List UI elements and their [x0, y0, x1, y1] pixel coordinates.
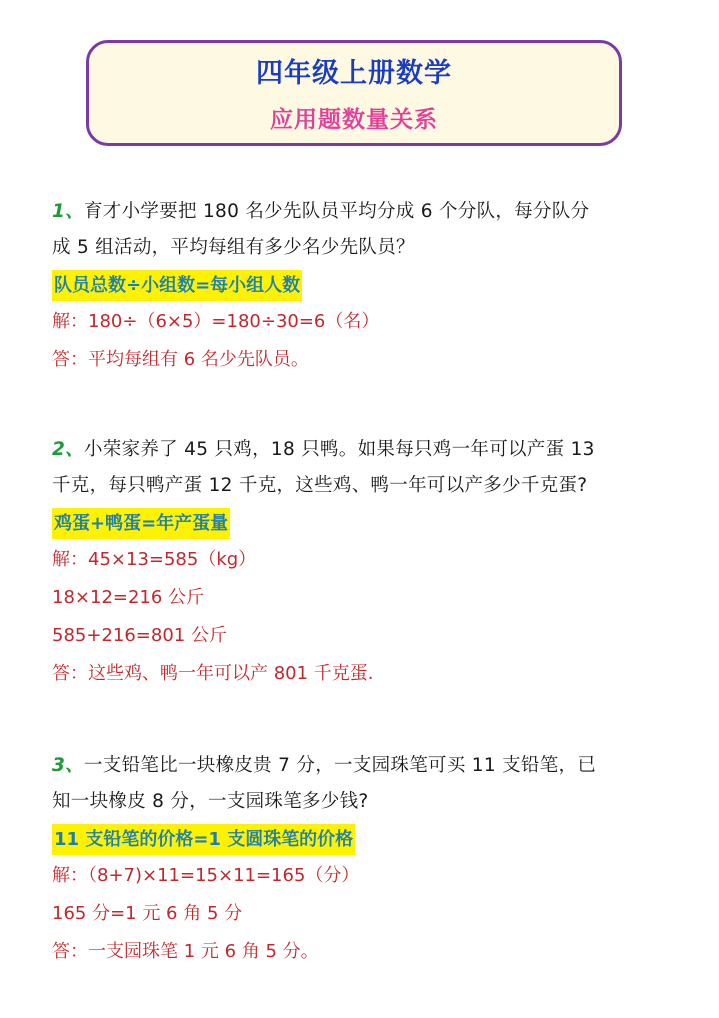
- page-subtitle: 应用题数量关系: [270, 107, 438, 133]
- problem-1: [52, 194, 672, 379]
- page-title: 四年级上册数学: [256, 58, 452, 89]
- answer-line: 答：这些鸡、鸭一年可以产 801 千克蛋.: [52, 663, 374, 684]
- title-box: [86, 40, 622, 146]
- solution-line: 解：（8+7)×11=15×11=165（分）: [52, 865, 360, 886]
- problem-number: 3、: [52, 755, 84, 776]
- question-line: 千克，每只鸭产蛋 12 千克，这些鸡、鸭一年可以产多少千克蛋?: [52, 475, 588, 496]
- question-line: 3、一支铅笔比一块橡皮贵 7 分，一支园珠笔可买 11 支铅笔，已: [52, 755, 597, 776]
- problem-number: 1、: [52, 201, 84, 222]
- solution-line: 585+216=801 公斤: [52, 625, 227, 646]
- answer-line: 答：一支园珠笔 1 元 6 角 5 分。: [52, 941, 319, 962]
- question-line: 知一块橡皮 8 分，一支园珠笔多少钱?: [52, 791, 369, 812]
- question-line: 2、小荣家养了 45 只鸡，18 只鸭。如果每只鸡一年可以产蛋 13: [52, 439, 595, 460]
- problem-number: 2、: [52, 439, 84, 460]
- question-line: 1、育才小学要把 180 名少先队员平均分成 6 个分队，每分队分: [52, 201, 590, 222]
- quantity-relation: 11 支铅笔的价格=1 支圆珠笔的价格: [52, 824, 355, 855]
- solution-line: 165 分=1 元 6 角 5 分: [52, 903, 243, 924]
- quantity-relation: 鸡蛋+鸭蛋=年产蛋量: [52, 508, 230, 539]
- problem-3: [52, 748, 672, 971]
- answer-line: 答：平均每组有 6 名少先队员。: [52, 349, 309, 370]
- question-line: 成 5 组活动，平均每组有多少名少先队员？: [52, 237, 415, 258]
- solution-line: 解：180÷（6×5）=180÷30=6（名）: [52, 311, 380, 332]
- problem-2: [52, 432, 672, 693]
- solution-line: 解：45×13=585（kg）: [52, 549, 257, 570]
- solution-line: 18×12=216 公斤: [52, 587, 205, 608]
- quantity-relation: 队员总数÷小组数=每小组人数: [52, 270, 302, 301]
